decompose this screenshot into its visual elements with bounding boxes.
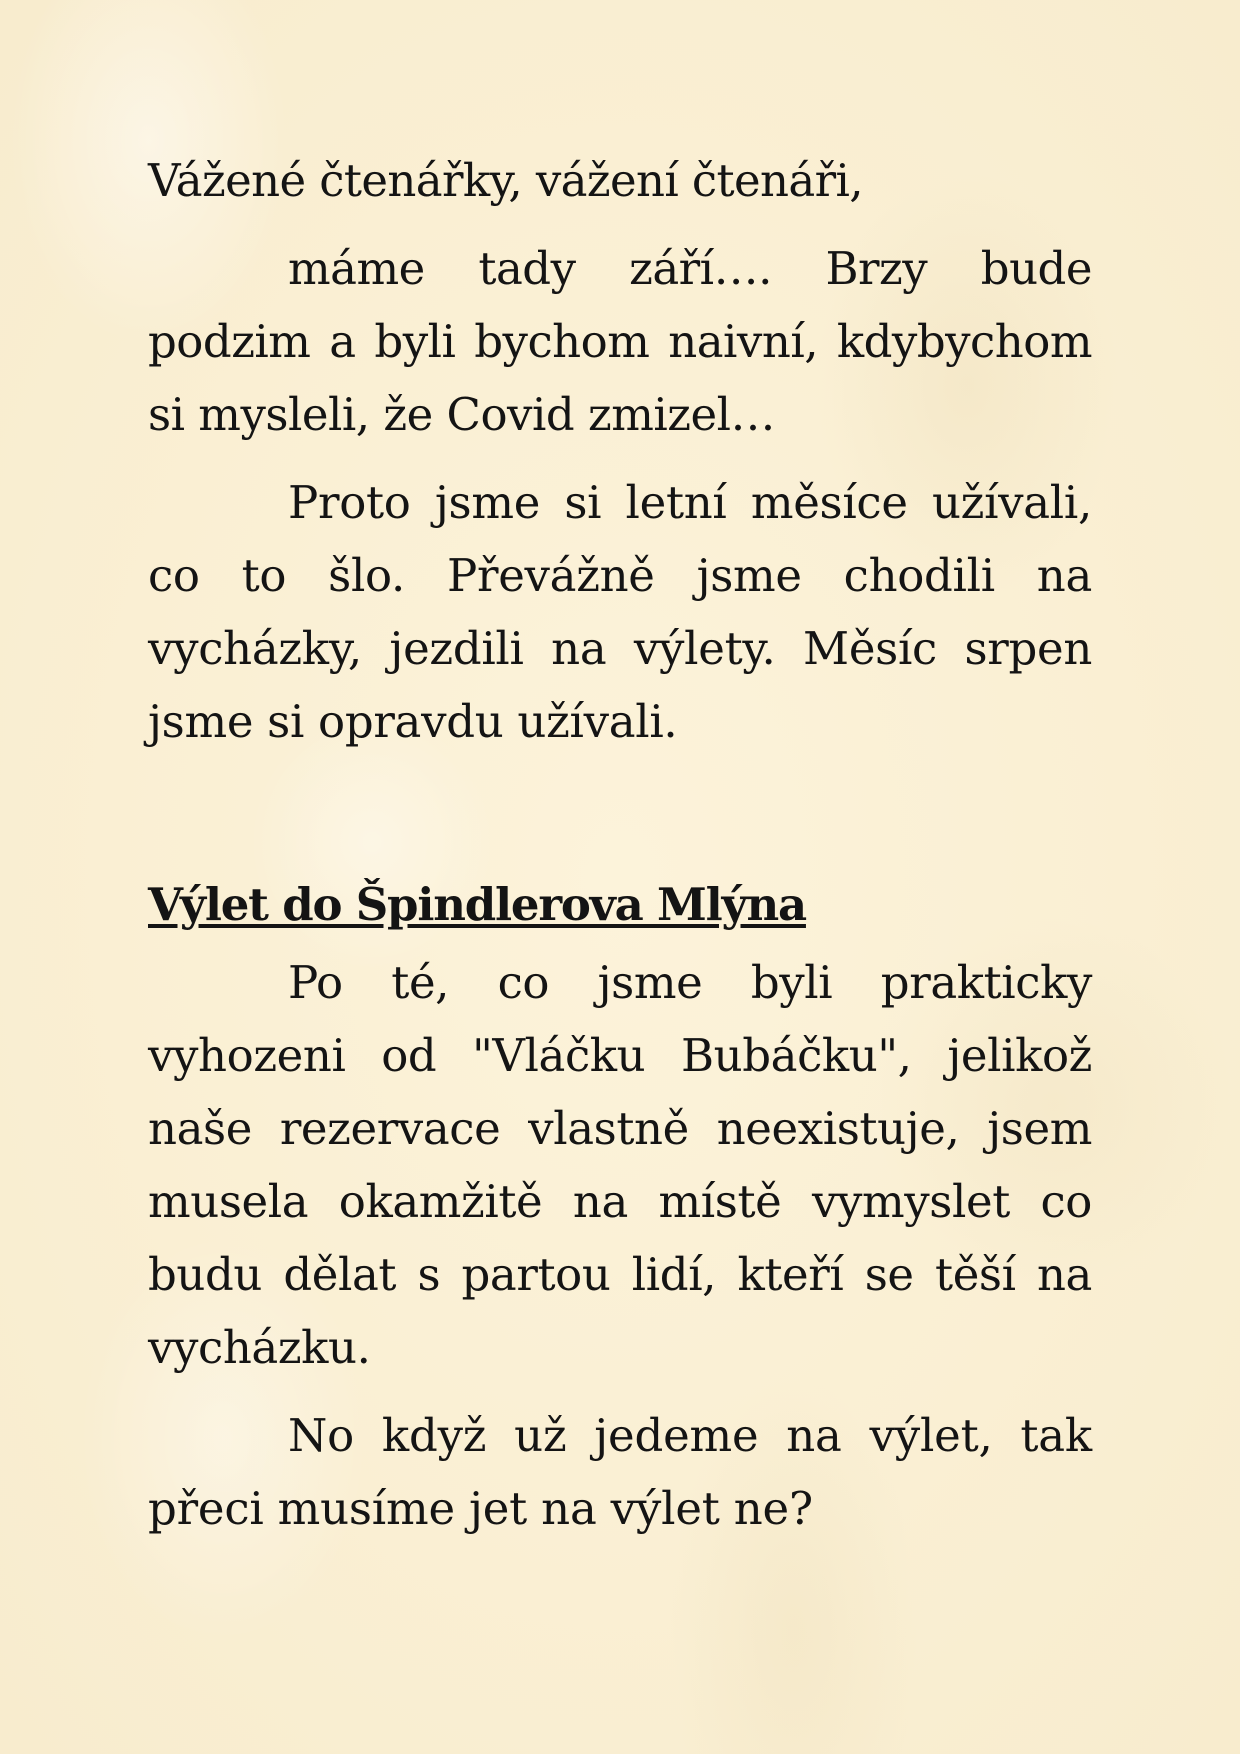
paragraph-trip-story: Po té, co jsme byli prakticky vyhozeni od "Vláčku Bubáčku", jelikož naše rezervace vlastně neexistuje, jsem musela okamžitě na místě vymyslet co budu dělat s partou lidí, kteří se těší na vycházku. xyxy=(148,956,1092,1374)
paragraph-intro: máme tady září…. Brzy bude podzim a byli bychom naivní, kdybychom si mysleli, že Covid zmizel… xyxy=(148,242,1092,441)
paragraph-summer: Proto jsme si letní měsíce užívali, co to šlo. Převážně jsme chodili na vycházky, jezdili na výlety. Měsíc srpen jsme si opravdu užívali. xyxy=(148,476,1092,748)
greeting-line: Vážené čtenářky, vážení čtenáři, xyxy=(148,154,864,207)
paragraph-trip-question: No když už jedeme na výlet, tak přeci musíme jet na výlet ne? xyxy=(148,1409,1092,1535)
document-page xyxy=(148,144,1092,1560)
section-heading: Výlet do Špindlerova Mlýna xyxy=(148,878,806,931)
